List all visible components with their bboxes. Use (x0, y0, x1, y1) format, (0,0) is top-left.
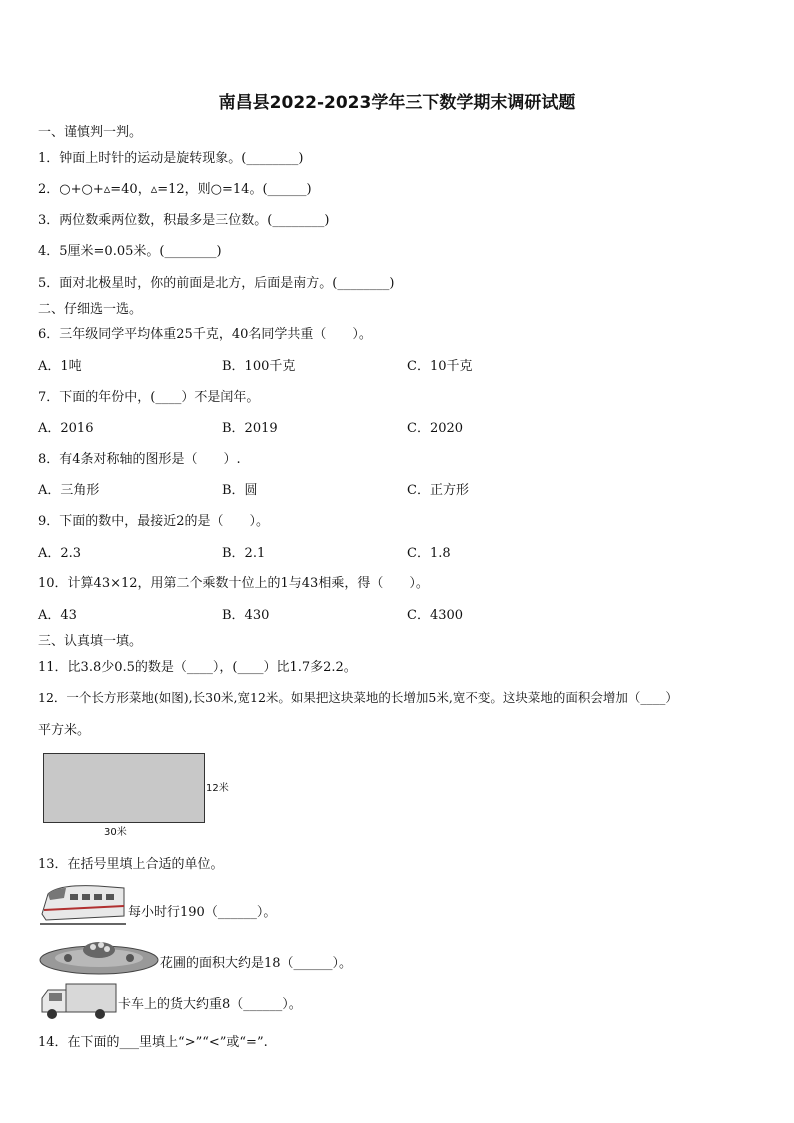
question-7-option-c: C．2020 (407, 421, 464, 436)
question-10-option-a: A．43 (38, 608, 77, 623)
question-12: 12．一个长方形菜地(如图),长30米,宽12米。如果把这块菜地的长增加5米,宽不变。这块菜地的面积会增加（____） (38, 690, 678, 705)
rectangle-length-label: 30米 (104, 827, 127, 838)
question-13-item-2: 花圃的面积大约是18（______）。 (160, 956, 353, 971)
question-8: 8．有4条对称轴的图形是（ ）. (38, 452, 241, 467)
question-8-option-b: B．圆 (222, 483, 258, 498)
page-title: 南昌县2022-2023学年三下数学期末调研试题 (218, 93, 576, 113)
question-3: 3．两位数乘两位数，积最多是三位数。(________) (38, 213, 330, 228)
flower-bed-icon (38, 936, 160, 976)
section-heading-1: 一、谨慎判一判。 (38, 125, 143, 140)
question-14: 14．在下面的___里填上“>”“<”或“=”. (38, 1035, 268, 1050)
question-11: 11．比3.8少0.5的数是（____），(____）比1.7多2.2。 (38, 660, 357, 675)
question-7: 7．下面的年份中，(____）不是闰年。 (38, 390, 260, 405)
truck-icon (38, 980, 118, 1022)
question-1: 1．钟面上时针的运动是旋转现象。(________) (38, 151, 304, 166)
section-heading-3: 三、认真填一填。 (38, 634, 143, 649)
high-speed-train-icon (38, 880, 128, 930)
question-7-option-b: B．2019 (222, 421, 278, 436)
section-heading-2: 二、仔细选一选。 (38, 302, 143, 317)
question-6-option-a: A．1吨 (38, 359, 82, 374)
question-5: 5．面对北极星时，你的前面是北方，后面是南方。(________) (38, 276, 395, 291)
question-7-option-a: A．2016 (38, 421, 94, 436)
question-9-option-c: C．1.8 (407, 546, 451, 561)
question-9-option-b: B．2.1 (222, 546, 266, 561)
question-6-option-c: C．10千克 (407, 359, 473, 374)
question-8-option-a: A．三角形 (38, 483, 100, 498)
question-10-option-c: C．4300 (407, 608, 464, 623)
question-13: 13．在括号里填上合适的单位。 (38, 857, 224, 872)
question-10-option-b: B．430 (222, 608, 270, 623)
question-4: 4．5厘米=0.05米。(________) (38, 244, 222, 259)
question-9-option-a: A．2.3 (38, 546, 82, 561)
question-6: 6．三年级同学平均体重25千克，40名同学共重（ ）。 (38, 327, 372, 342)
question-8-option-c: C．正方形 (407, 483, 469, 498)
question-6-option-b: B．100千克 (222, 359, 296, 374)
rectangle-width-label: 12米 (206, 783, 229, 794)
question-13-item-1: 每小时行190（______）。 (128, 905, 277, 920)
rectangle-vegetable-field (43, 753, 205, 823)
question-13-item-3: 卡车上的货大约重8（______）。 (118, 997, 302, 1012)
question-2: 2．○+○+▵=40，▵=12，则○=14。(______) (38, 182, 312, 197)
question-9: 9．下面的数中，最接近2的是（ ）。 (38, 514, 270, 529)
question-10: 10．计算43×12，用第二个乘数十位上的1与43相乘，得（ ）。 (38, 576, 429, 591)
question-12-continued: 平方米。 (38, 723, 91, 738)
